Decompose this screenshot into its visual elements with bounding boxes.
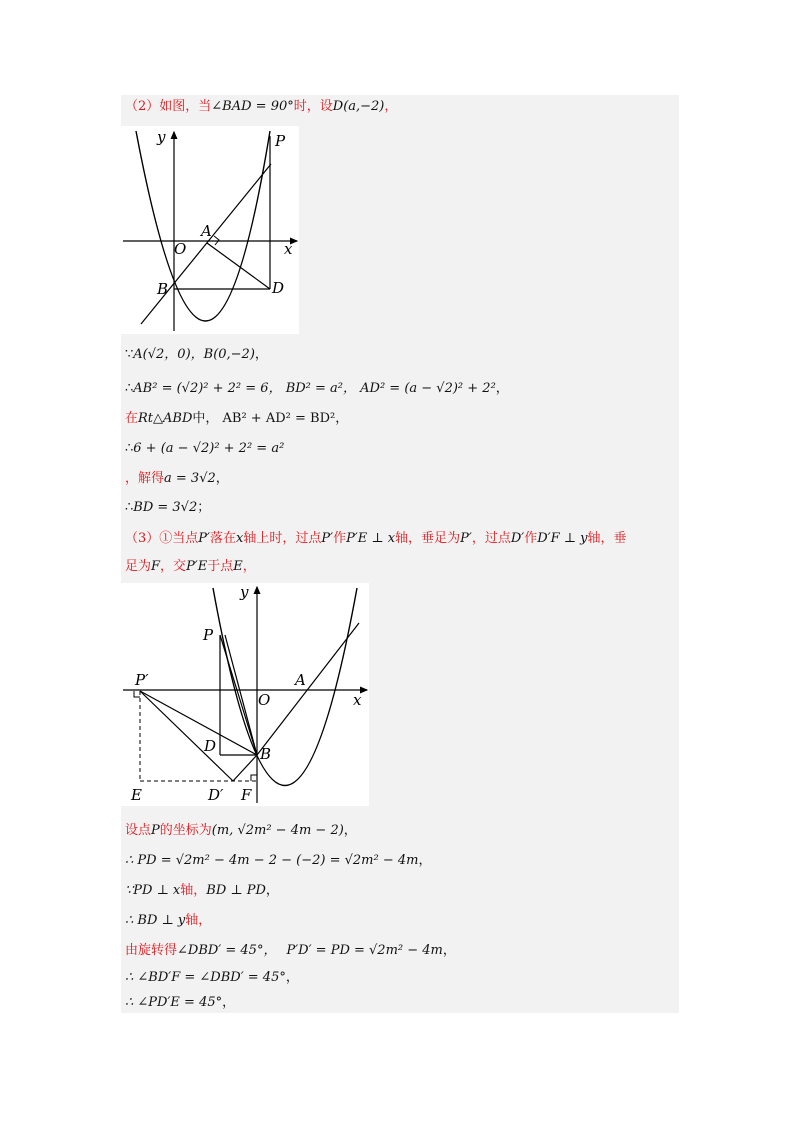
segment-ad — [207, 243, 270, 289]
p3-l: D′ — [510, 531, 525, 546]
step3-3-math2: BD ⊥ PD — [206, 883, 266, 898]
step2-4-prefix: ∴ — [125, 441, 134, 456]
step3-5-red: 由旋转得 — [125, 943, 178, 958]
part3-line2 — [125, 557, 679, 577]
p3-2b: F — [151, 559, 161, 574]
step2-1-suffix: ， — [254, 347, 268, 362]
label-f: F — [241, 786, 252, 804]
step3-4-math: ∴ BD ⊥ y — [125, 913, 186, 928]
step2-5-math: a = 3√2 — [164, 471, 216, 486]
step2-5-suffix: ， — [215, 471, 229, 486]
step3-4 — [125, 911, 679, 931]
step2-5 — [125, 469, 679, 489]
label-d-prime: D′ — [208, 786, 224, 804]
step3-1-mid: 的坐标为 — [159, 823, 212, 838]
part2-intro-text: （2）如图，当 — [125, 99, 212, 114]
step2-3-math: Rt△ABD — [138, 411, 193, 426]
p3-e: 轴上时，过点 — [243, 531, 322, 546]
step2-6-math: BD = 3√2 — [133, 500, 198, 515]
step2-6 — [125, 498, 679, 518]
step2-2-suffix: ， — [495, 381, 509, 396]
p3-c: 落在 — [209, 531, 236, 546]
step3-3 — [125, 881, 679, 901]
label-y-2: y — [240, 583, 249, 601]
step3-3-suffix: ， — [265, 883, 279, 898]
p3-2f: E — [233, 559, 243, 574]
part2-end-text: ， — [384, 99, 398, 114]
label-y: y — [157, 128, 166, 146]
step2-1-prefix: ∵ — [125, 347, 134, 362]
part2-intro — [125, 97, 679, 117]
p3-g: 作 — [333, 531, 347, 546]
step3-7 — [125, 993, 679, 1013]
angle-bad: ∠BAD = 90° — [211, 99, 294, 114]
right-angle-mark-pp — [134, 691, 140, 697]
step2-3 — [125, 409, 679, 429]
p3-2e: 于点 — [207, 559, 234, 574]
step3-2-math: ∴ PD = √2m² − 4m − 2 − (−2) = √2m² − 4m — [125, 853, 419, 868]
line-ba — [257, 623, 359, 755]
p3-a: （3）①当点 — [125, 531, 199, 546]
part3-line1 — [125, 529, 679, 549]
label-x-2: x — [353, 691, 362, 709]
step3-4-mid: 轴， — [185, 913, 212, 928]
step3-1-math: P — [151, 823, 160, 838]
step3-6-math: ∴ ∠BD′F = ∠DBD′ = 45° — [125, 970, 286, 985]
step3-1-red: 设点 — [125, 823, 152, 838]
p3-j: P′ — [460, 531, 472, 546]
p3-i: 轴，垂足为 — [395, 531, 461, 546]
step2-4-math: 6 + (a − √2)² + 2² = a² — [133, 441, 285, 456]
label-x: x — [284, 240, 293, 258]
right-angle-mark-f — [251, 775, 257, 781]
p3-2d: P′E — [186, 559, 208, 574]
p3-d: x — [236, 531, 244, 546]
p3-n: D′F ⊥ y — [537, 531, 588, 546]
step2-5-red: ，解得 — [125, 471, 165, 486]
step2-6-suffix: ； — [197, 500, 211, 515]
p3-2c: ，交 — [160, 559, 187, 574]
step3-5-suffix: ， — [442, 943, 456, 958]
part2-when-text: 时，设 — [293, 99, 333, 114]
p3-2a: 足为 — [125, 559, 152, 574]
label-p-2: P — [203, 626, 214, 644]
label-b-2: B — [260, 745, 272, 763]
step3-2-suffix: ， — [418, 853, 432, 868]
step3-7-math: ∴ ∠PD′E = 45° — [125, 995, 223, 1010]
p3-2g: ， — [242, 559, 256, 574]
step2-2 — [125, 379, 679, 399]
label-d-2: D — [204, 737, 217, 755]
p3-o: 轴，垂 — [587, 531, 627, 546]
segment-ppdp — [140, 691, 233, 781]
point-d: D(a,−2) — [332, 99, 385, 114]
segment-pb2 — [225, 635, 257, 755]
p3-k: ，过点 — [471, 531, 511, 546]
label-o: O — [174, 240, 187, 258]
label-a: A — [201, 222, 212, 240]
p3-b: P′ — [198, 531, 210, 546]
step2-4 — [125, 439, 679, 459]
p3-h: P′E ⊥ x — [346, 531, 396, 546]
segment-pb — [220, 635, 257, 755]
step3-1 — [125, 821, 679, 841]
step2-6-prefix: ∴ — [125, 500, 134, 515]
label-d: D — [272, 279, 285, 297]
segment-dpb — [233, 755, 257, 781]
figure-1-svg — [121, 126, 299, 334]
step3-3-math: ∵PD ⊥ x — [125, 883, 181, 898]
step3-5-math: ∠DBD′ = 45°， — [177, 943, 277, 958]
solution-panel — [121, 95, 679, 1013]
step2-2-math: AB² = (√2)² + 2² = 6， BD² = a²， AD² = (a − √2)² + 2² — [133, 381, 496, 396]
step3-7-suffix: ， — [222, 995, 236, 1010]
figure-2 — [121, 583, 369, 806]
step3-1-math2: (m, √2m² − 4m − 2) — [211, 823, 344, 838]
step3-3-mid: 轴， — [180, 883, 207, 898]
segment-ppb — [140, 691, 257, 755]
step3-6 — [125, 968, 679, 988]
step3-1-suffix: ， — [343, 823, 357, 838]
step3-6-suffix: ， — [285, 970, 299, 985]
step3-5-math2: P′D′ = PD = √2m² − 4m — [286, 943, 443, 958]
parabola-2 — [213, 588, 357, 786]
label-o-2: O — [258, 691, 271, 709]
step2-3-red: 在 — [125, 411, 139, 426]
p3-m: 作 — [524, 531, 538, 546]
label-e: E — [131, 786, 142, 804]
step2-1-math: A(√2，0)，B(0,−2) — [133, 347, 255, 362]
figure-2-svg — [121, 583, 369, 806]
step2-2-prefix: ∴ — [125, 381, 134, 396]
label-a-2: A — [295, 671, 306, 689]
figure-1 — [121, 126, 299, 334]
p3-f: P′ — [321, 531, 334, 546]
label-p: P — [275, 132, 286, 150]
label-b: B — [157, 280, 169, 298]
line-bp — [141, 164, 271, 324]
step2-3-suffix: 中， AB² + AD² = BD²， — [192, 411, 349, 426]
step3-5 — [125, 941, 679, 961]
step2-1 — [125, 345, 679, 365]
step3-2 — [125, 851, 679, 871]
label-p-prime: P′ — [135, 671, 149, 689]
